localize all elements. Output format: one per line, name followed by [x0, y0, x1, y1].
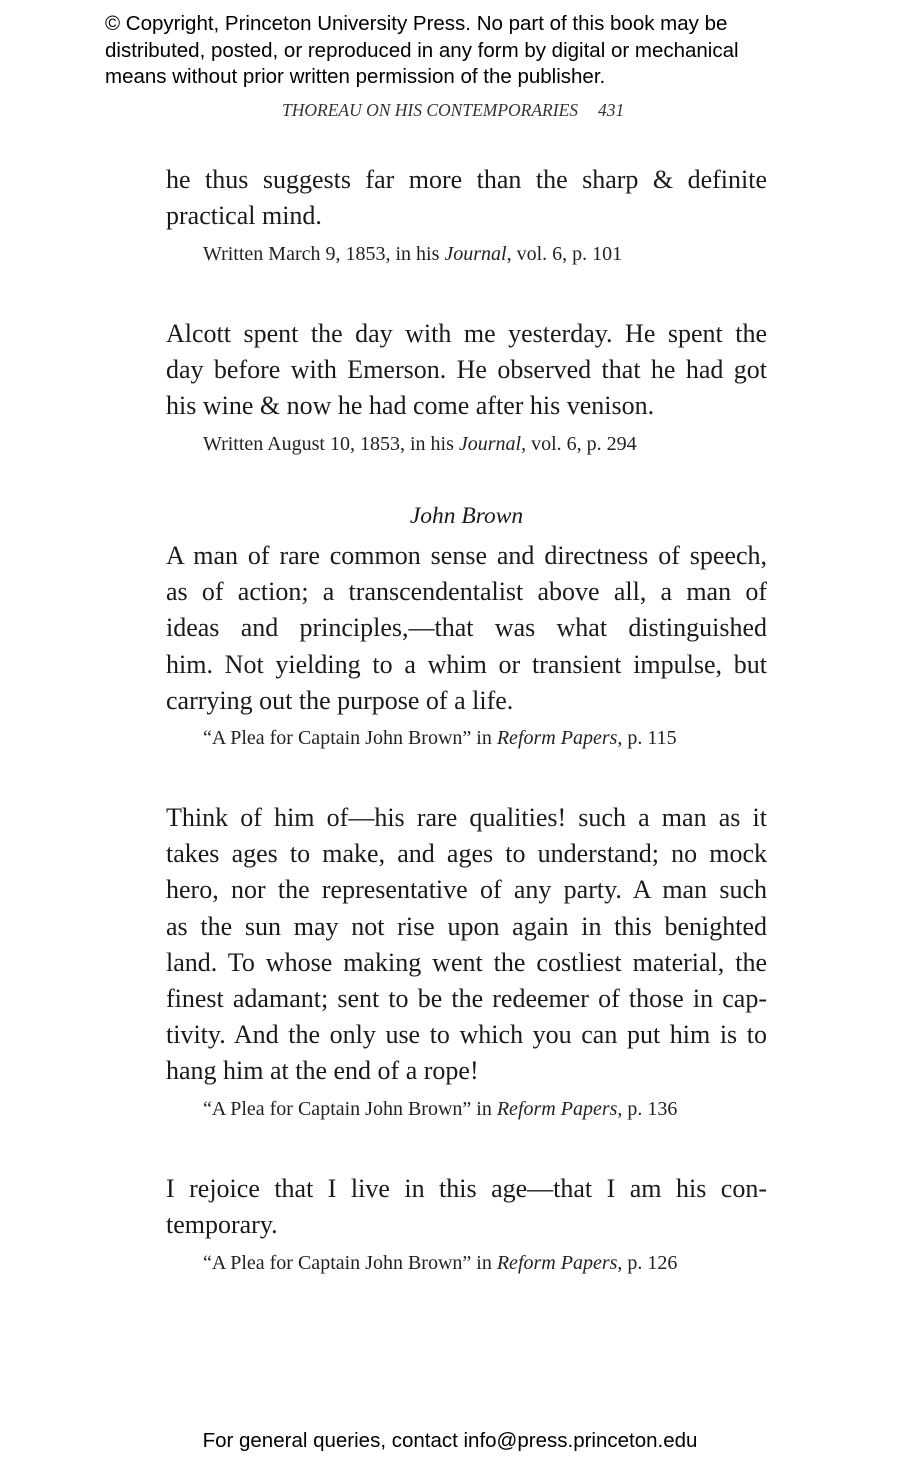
passage-paragraph	[166, 1171, 767, 1243]
work-title: Reform Papers	[496, 1098, 618, 1120]
passage-source: “A Plea for Captain John Brown” in Reform Papers, p. 115	[203, 727, 677, 749]
text-line: takes ages to make, and ages to understand; no mock	[166, 839, 767, 869]
text-line: I rejoice that I live in this age—that I am his con-	[166, 1174, 767, 1203]
text-line: his wine & now he had come after his venison.	[166, 391, 655, 421]
section-heading: John Brown	[409, 503, 524, 529]
passage-source: Written March 9, 1853, in his Journal, vol. 6, p. 101	[203, 243, 623, 265]
passage-paragraph	[166, 316, 767, 425]
work-title: Journal	[444, 243, 507, 265]
copyright-line: distributed, posted, or reproduced in any form by digital or mechanical	[105, 38, 739, 62]
copyright-line: means without prior written permission of the publisher.	[105, 65, 606, 88]
text-line: as of action; a transcendentalist above all, a man of	[166, 577, 767, 607]
text-line: Think of him of—his rare qualities! such a man as it	[166, 803, 767, 832]
passage-source: “A Plea for Captain John Brown” in Reform Papers, p. 126	[203, 1252, 678, 1274]
text-line: temporary.	[166, 1210, 278, 1240]
page-number: 431	[598, 100, 625, 120]
passage-paragraph	[166, 538, 767, 719]
work-title: Reform Papers	[496, 727, 618, 749]
text-line: as the sun may not rise upon again in this benighted	[166, 911, 767, 941]
passage-paragraph	[166, 800, 767, 1090]
copyright-line: © Copyright, Princeton University Press. No part of this book may be	[105, 12, 728, 35]
text-line: practical mind.	[166, 201, 322, 231]
text-line: he thus suggests far more than the sharp & definite	[166, 165, 767, 194]
text-line: land. To whose making went the costliest material, the	[166, 947, 767, 977]
passage-paragraph	[166, 162, 767, 234]
work-title: Reform Papers	[496, 1252, 618, 1274]
text-line: Alcott spent the day with me yesterday. He spent the	[166, 319, 767, 348]
footer-contact: For general queries, contact info@press.princeton.edu	[202, 1429, 698, 1452]
text-line: ideas and principles,—that was what distinguished	[166, 613, 767, 643]
running-head-title: THOREAU ON HIS CONTEMPORARIES	[282, 100, 579, 120]
passage-source: “A Plea for Captain John Brown” in Reform Papers, p. 136	[203, 1098, 678, 1120]
text-line: tivity. And the only use to which you can put him is to	[166, 1020, 767, 1050]
running-head	[282, 98, 624, 122]
text-line: hang him at the end of a rope!	[166, 1056, 479, 1086]
passage-source: Written August 10, 1853, in his Journal, vol. 6, p. 294	[203, 433, 637, 455]
work-title: Journal	[458, 433, 522, 455]
text-line: finest adamant; sent to be the redeemer of those in cap-	[166, 983, 767, 1013]
text-line: him. Not yielding to a whim or transient impulse, but	[166, 649, 767, 679]
copyright-notice	[105, 11, 825, 91]
text-line: carrying out the purpose of a life.	[166, 685, 514, 715]
text-line: day before with Emerson. He observed that he had got	[166, 355, 767, 385]
text-line: hero, nor the representative of any party. A man such	[166, 875, 767, 905]
text-line: A man of rare common sense and directness of speech,	[166, 541, 767, 570]
